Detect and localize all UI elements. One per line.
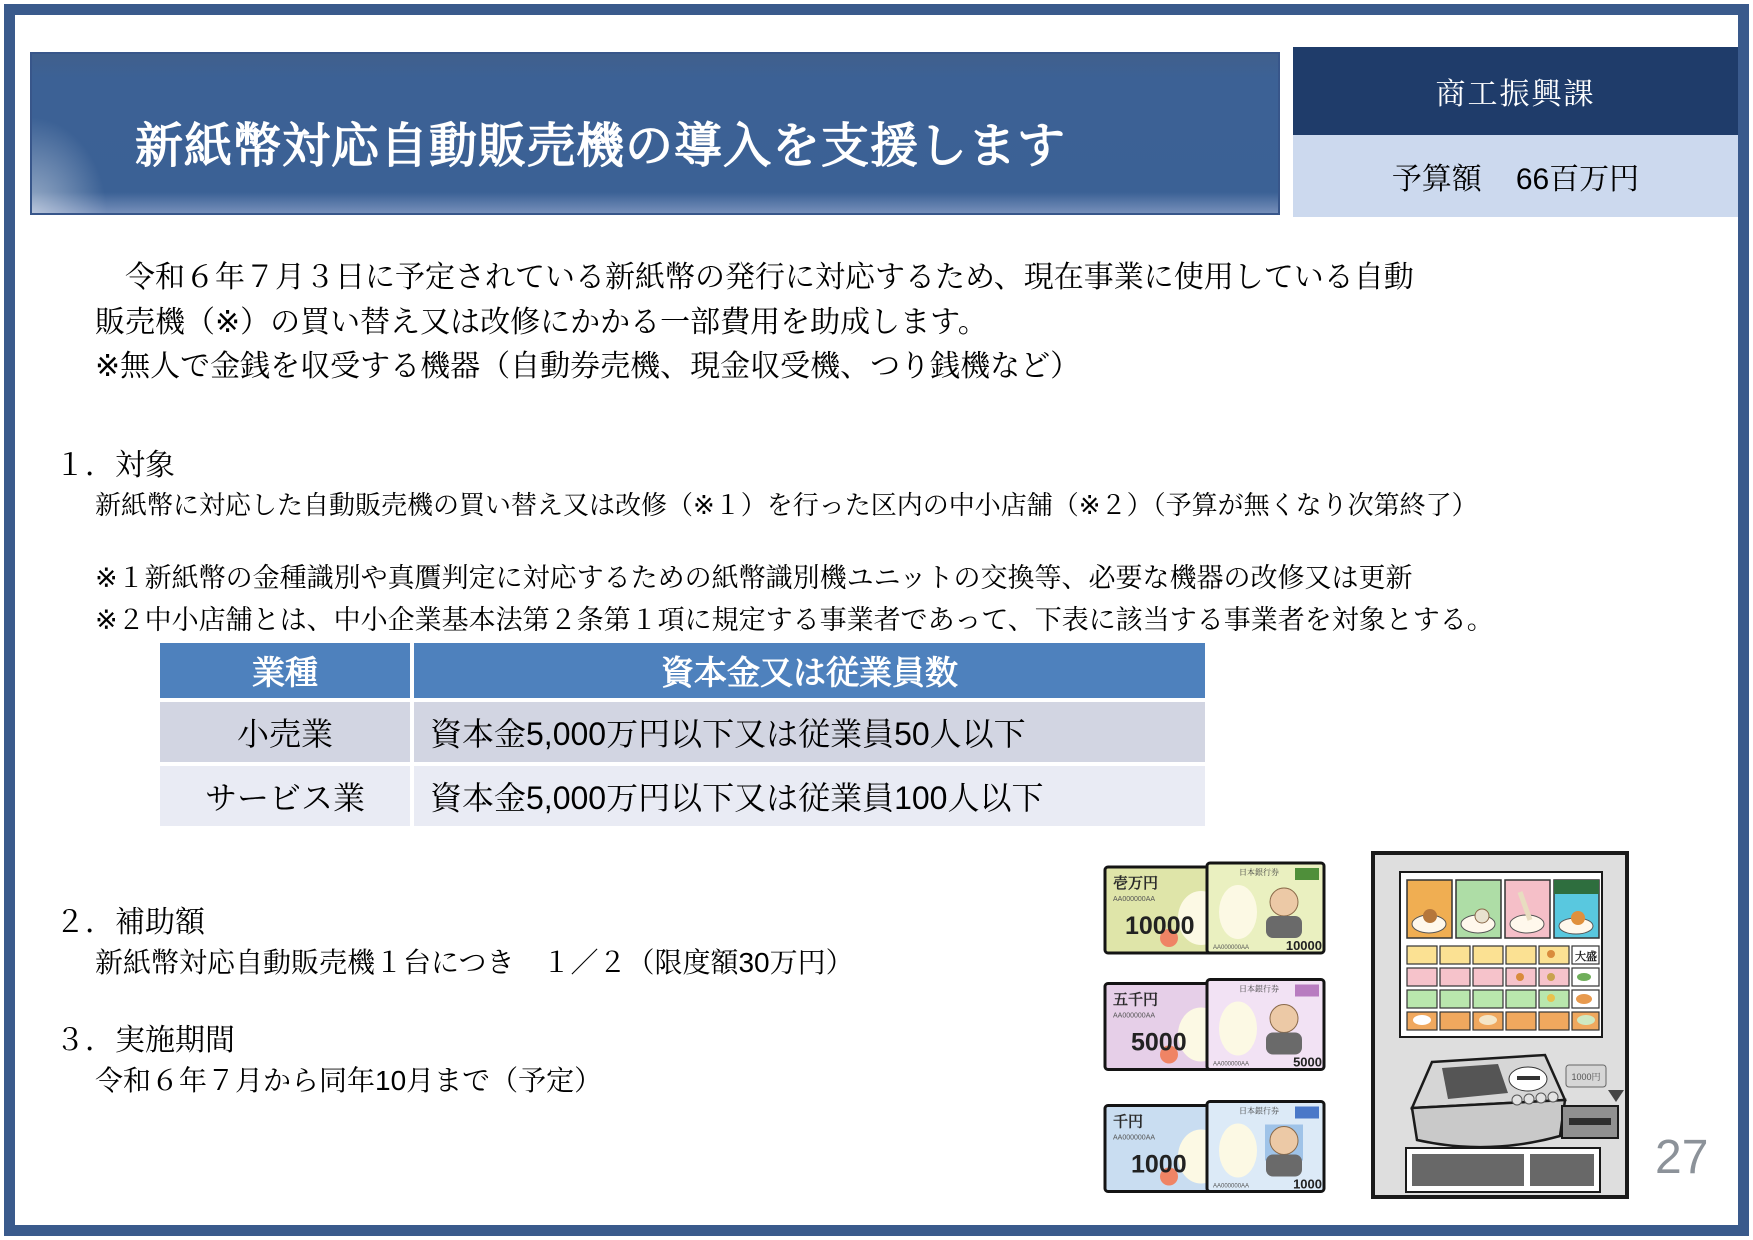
banknote-5000-illustration	[1103, 972, 1327, 1077]
banknote-1000-illustration	[1103, 1095, 1327, 1198]
budget-label: 予算額	[1391, 163, 1482, 196]
table-row-service-criteria: 資本金5,000万円以下又は従業員100人以下	[414, 766, 1205, 826]
section-period-heading: ３．実施期間	[55, 1024, 235, 1057]
hologram-icon	[1295, 1107, 1319, 1119]
table-header-industry: 業種	[160, 643, 410, 698]
portrait-icon	[1270, 1127, 1298, 1155]
intro-line-2: 販売機（※）の買い替え又は改修にかかる一部費用を助成します。	[95, 306, 988, 339]
svg-text:AA000000AA: AA000000AA	[1213, 1183, 1250, 1190]
banknote-kanji-label: 五千円	[1113, 991, 1159, 1009]
table-row-retail-industry: 小売業	[160, 702, 410, 762]
banknote-value-front: 10000	[1285, 938, 1322, 953]
hologram-icon	[1295, 985, 1319, 997]
budget-row	[1293, 135, 1738, 217]
table-row-service-industry: サービス業	[160, 766, 410, 826]
svg-text:AA000000AA: AA000000AA	[1213, 945, 1250, 951]
intro-line-1: 令和６年７月３日に予定されている新紙幣の発行に対応するため、現在事業に使用している自動	[95, 261, 1414, 294]
intro-note: ※無人で金銭を収受する機器（自動券売機、現金収受機、つり銭機など）	[95, 350, 1081, 383]
table-header-capital: 資本金又は従業員数	[414, 643, 1205, 698]
banknote-value-front: 1000	[1293, 1176, 1322, 1192]
vending-machine-illustration	[1370, 850, 1630, 1200]
banknote-kanji-label: 壱万円	[1113, 875, 1159, 892]
section-period-body: 令和６年７月から同年10月まで（予定）	[95, 1065, 603, 1096]
budget-value: 66百万円	[1515, 163, 1640, 196]
hologram-icon	[1295, 868, 1319, 880]
bank-label: 日本銀行券	[1239, 868, 1279, 877]
display-screen	[1442, 1064, 1508, 1099]
portion-button-label: 大盛	[1575, 951, 1597, 963]
department-budget-box	[1293, 47, 1738, 217]
svg-text:AA000000AA: AA000000AA	[1113, 1012, 1156, 1020]
svg-text:AA000000AA: AA000000AA	[1113, 1134, 1156, 1142]
banknote-value-back: 5000	[1131, 1028, 1187, 1057]
portrait-icon	[1270, 888, 1298, 916]
outlet-trays	[1406, 1148, 1600, 1192]
table-row-retail-criteria: 資本金5,000万円以下又は従業員50人以下	[414, 702, 1205, 762]
section-subsidy-body: 新紙幣対応自動販売機１台につき １／２（限度額30万円）	[95, 947, 854, 978]
section-target-heading: １．対象	[55, 449, 175, 482]
coin-tray	[1412, 1055, 1565, 1147]
eligibility-table	[160, 643, 1205, 826]
svg-text:AA000000AA: AA000000AA	[1113, 896, 1156, 903]
banknote-value-back: 10000	[1125, 912, 1195, 940]
section-target-note2: ※２中小店舗とは、中小企業基本法第２条第１項に規定する事業者であって、下表に該当する事業者を対象とする。	[95, 605, 1494, 635]
page-title: 新紙幣対応自動販売機の導入を支援します	[135, 120, 1067, 173]
bank-label: 日本銀行券	[1239, 984, 1279, 994]
section-target-body: 新紙幣に対応した自動販売機の買い替え又は改修（※１）を行った区内の中小店舗（※２）（予算が無くなり次第終了）	[95, 490, 1478, 520]
banknote-10000-illustration	[1103, 858, 1327, 958]
portrait-icon	[1270, 1005, 1298, 1033]
section-subsidy-heading: ２．補助額	[55, 906, 205, 939]
department-name: 商工振興課	[1293, 47, 1738, 135]
bill-label: 1000円	[1571, 1072, 1601, 1082]
bank-label: 日本銀行券	[1239, 1106, 1279, 1116]
banknote-value-front: 5000	[1293, 1054, 1322, 1070]
page-number: 27	[1655, 1131, 1709, 1184]
svg-text:AA000000AA: AA000000AA	[1213, 1061, 1250, 1068]
banknote-kanji-label: 千円	[1113, 1113, 1144, 1131]
title-banner	[30, 52, 1280, 215]
banknote-value-back: 1000	[1131, 1150, 1187, 1179]
section-target-note1: ※１新紙幣の金種識別や真贋判定に対応するための紙幣識別機ユニットの交換等、必要な機器の改修又は更新	[95, 563, 1413, 593]
